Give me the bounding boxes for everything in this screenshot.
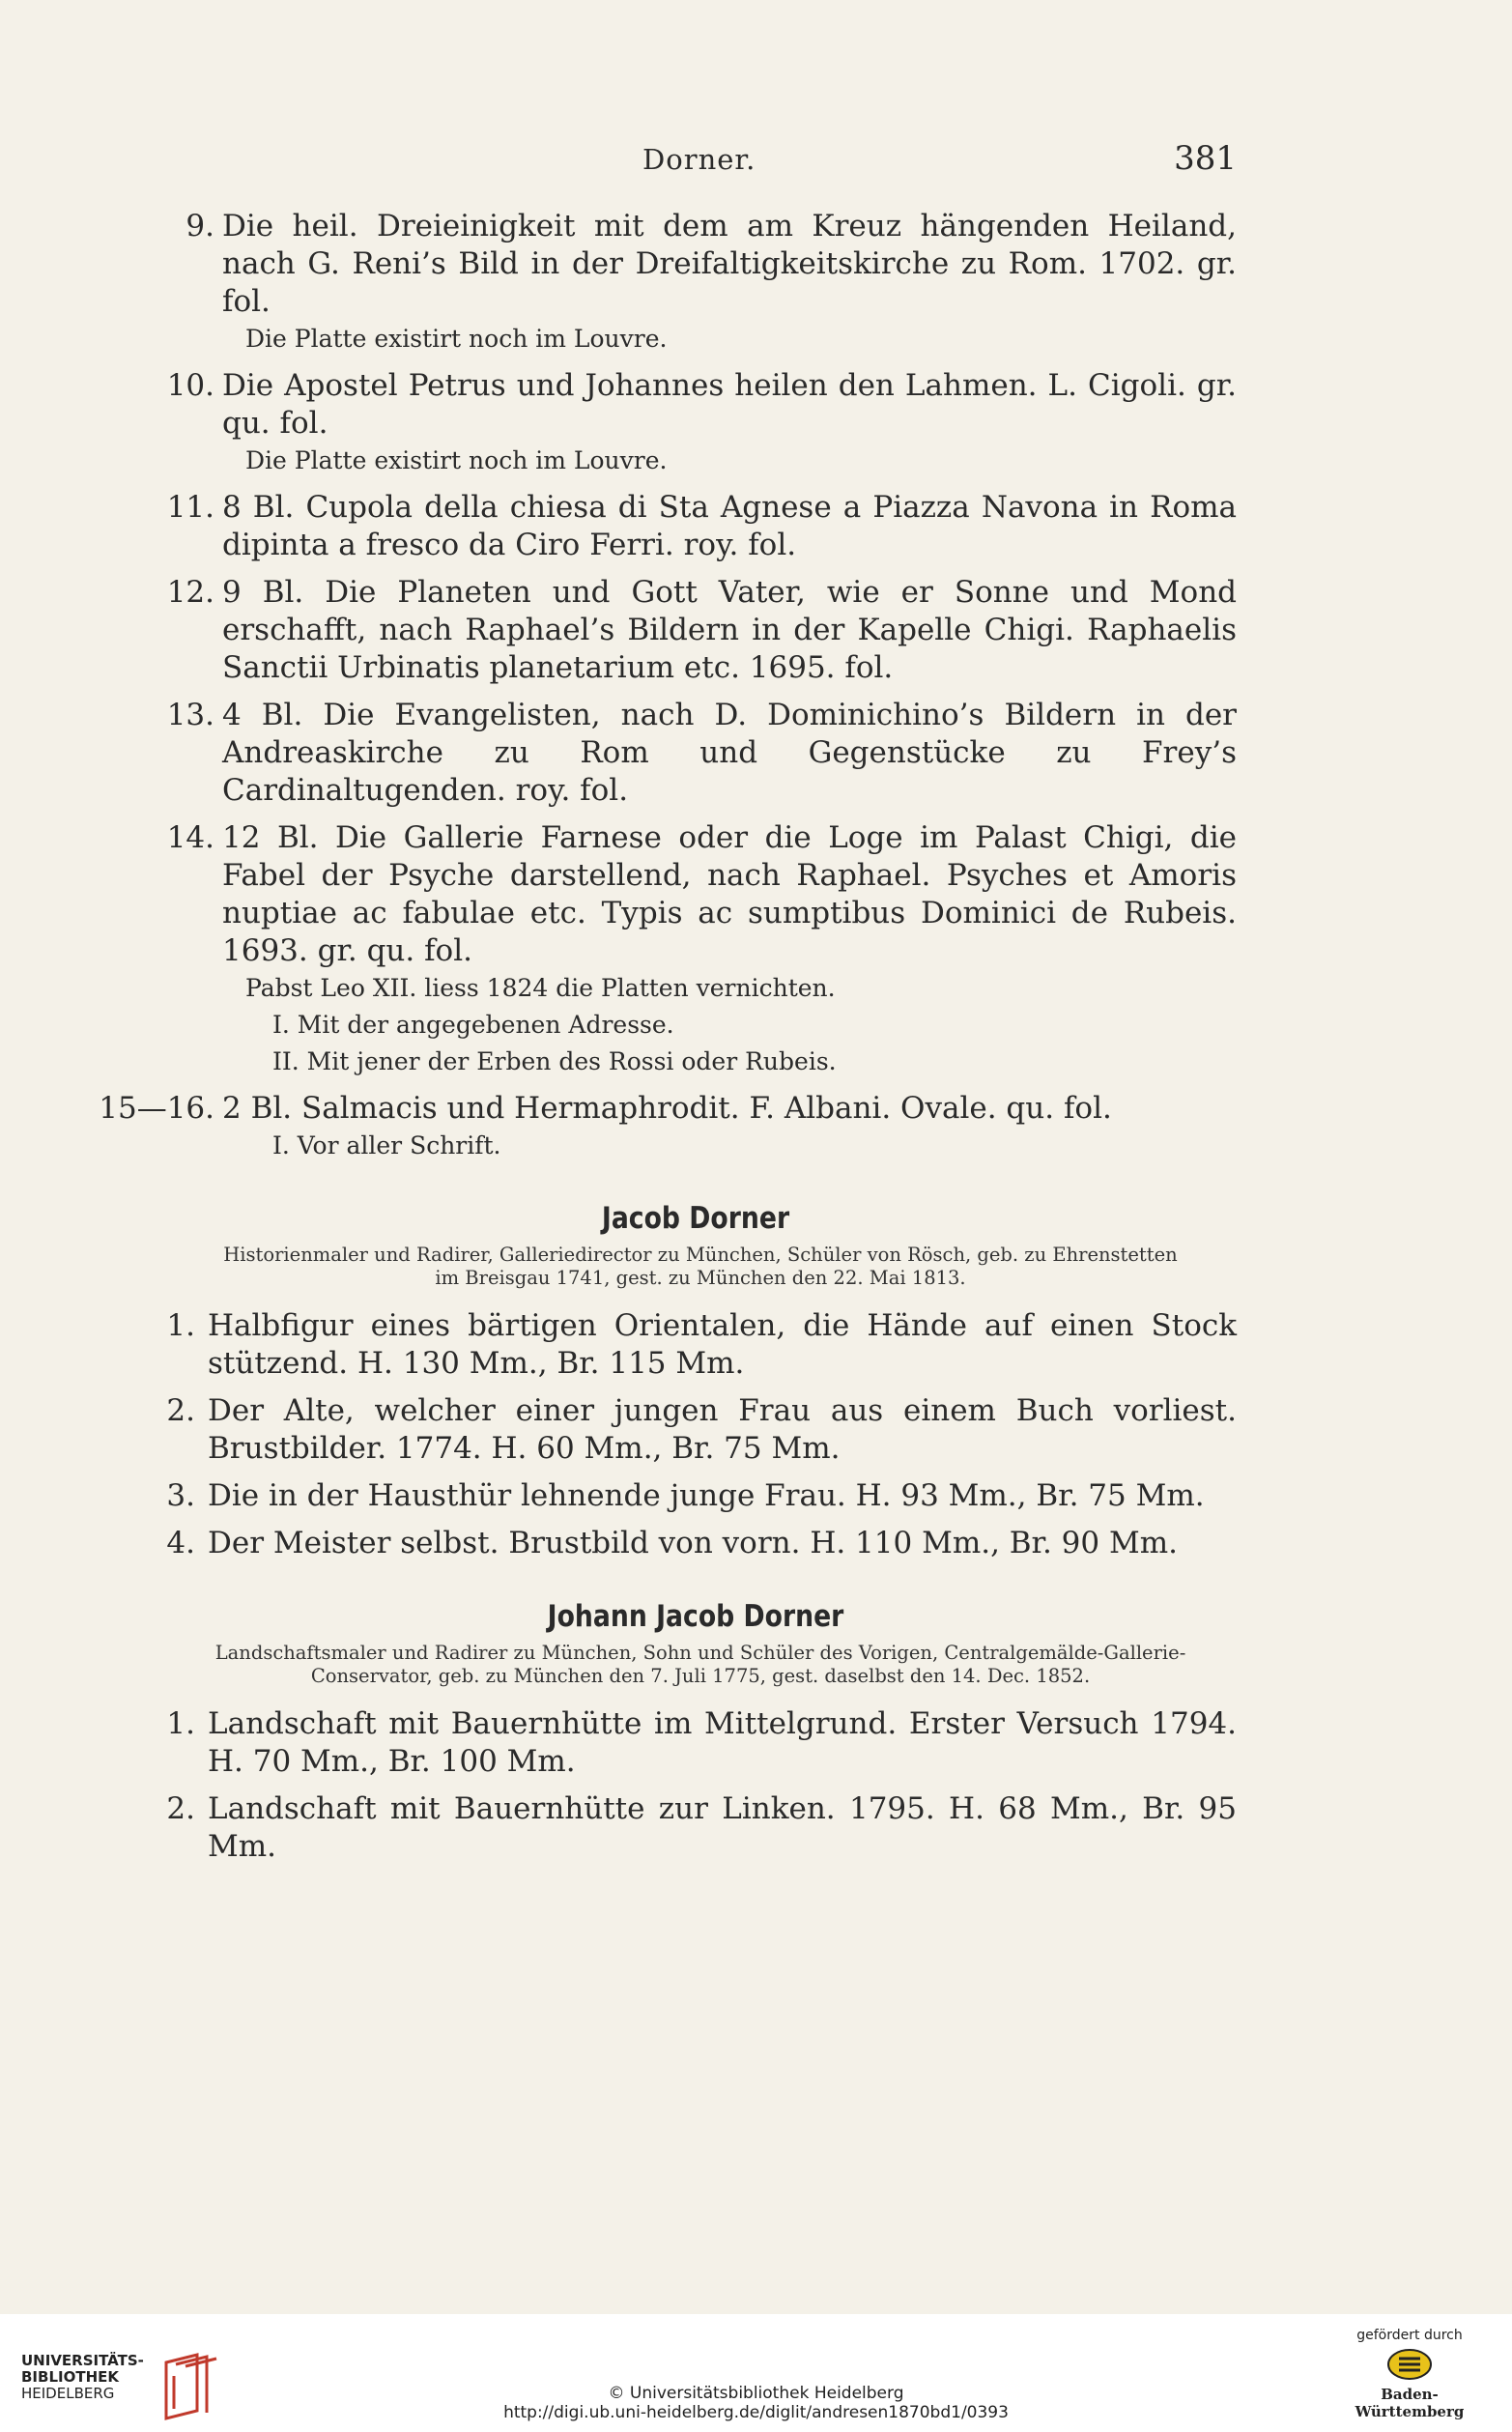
artist-entry (155, 1477, 1237, 1515)
entry-number: 2. (166, 1393, 195, 1428)
artist-bio: Historienmaler und Radirer, Galleriedirector zu München, Schüler von Rösch, geb. zu Ehrenstetten im Breisgau 1741, gest. zu München den 22. Mai 1813. (223, 1244, 1178, 1289)
entry-number: 15—16. (99, 1091, 214, 1126)
entry-10 (155, 367, 1237, 479)
entry-13 (155, 697, 1237, 810)
entry-text: 4 Bl. Die Evangelisten, nach D. Dominichino’s Bildern in der Andreaskirche zu Rom und Gegenstücke zu Frey’s Cardinaltugenden. roy. fol. (222, 698, 1237, 808)
entry-number: 9. (185, 209, 214, 243)
entry-number: 1. (166, 1308, 195, 1343)
entry-15-16 (99, 1090, 1237, 1164)
artist-heading: Jacob Dorner (601, 1201, 790, 1236)
digitization-footer (0, 2314, 1512, 2432)
coat-of-arms-icon (1385, 2347, 1434, 2382)
entry-number: 10. (166, 368, 214, 403)
entry-text: Der Alte, welcher einer jungen Frau aus einem Buch vorliest. Brustbilder. 1774. H. 60 Mm., Br. 75 Mm. (208, 1393, 1237, 1466)
library-name-line2: BIBLIOTHEK (21, 2368, 119, 2386)
library-name-line3: HEIDELBERG (21, 2385, 115, 2402)
sponsor-name: Baden-Württemberg (1355, 2386, 1465, 2420)
copyright-text: © Universitätsbibliothek Heidelberg (608, 2384, 904, 2403)
entry-note: Pabst Leo XII. liess 1824 die Platten vernichten. (245, 974, 836, 1002)
entry-14 (155, 819, 1237, 1080)
book-page (99, 135, 1237, 2290)
entry-text: 8 Bl. Cupola della chiesa di Sta Agnese a Piazza Navona in Roma dipinta a fresco da Ciro Ferri. roy. fol. (222, 490, 1237, 562)
entry-11 (155, 489, 1237, 564)
running-head (155, 135, 1237, 193)
entry-number: 13. (166, 698, 214, 732)
entry-number: 3. (166, 1478, 195, 1513)
entry-text: Die heil. Dreieinigkeit mit dem am Kreuz hängenden Heiland, nach G. Reni’s Bild in der Dreifaltigkeitskirche zu Rom. 1702. gr. fol. (222, 209, 1237, 319)
entry-number: 1. (166, 1706, 195, 1741)
copyright-block (0, 2384, 1512, 2422)
artist-heading: Johann Jacob Dorner (547, 1599, 844, 1634)
entry-note: Die Platte existirt noch im Louvre. (245, 325, 668, 353)
entry-number: 14. (166, 820, 214, 855)
running-title: Dorner. (642, 143, 756, 176)
artist-entry (155, 1307, 1237, 1383)
entry-text: Der Meister selbst. Brustbild von vorn. H. 110 Mm., Br. 90 Mm. (208, 1526, 1178, 1560)
sponsor-label: gefördert durch (1356, 2328, 1463, 2343)
entry-number: 2. (166, 1791, 195, 1826)
artist-entry (155, 1705, 1237, 1781)
entry-number: 4. (166, 1526, 195, 1560)
permalink[interactable]: http://digi.ub.uni-heidelberg.de/diglit/andresen1870bd1/0393 (503, 2403, 1009, 2422)
catalogue-entries (99, 208, 1237, 1875)
entry-text: Die in der Hausthür lehnende junge Frau. H. 93 Mm., Br. 75 Mm. (208, 1478, 1205, 1513)
artist-entry (155, 1525, 1237, 1562)
artist-entry (155, 1392, 1237, 1468)
sponsor-block (1332, 2328, 1487, 2420)
entry-note: II. Mit jener der Erben des Rossi oder Rubeis. (272, 1047, 837, 1075)
entry-number: 12. (166, 575, 214, 610)
entry-text: Die Apostel Petrus und Johannes heilen den Lahmen. L. Cigoli. gr. qu. fol. (222, 368, 1237, 441)
entry-text: Landschaft mit Bauernhütte im Mittelgrund. Erster Versuch 1794. H. 70 Mm., Br. 100 Mm. (208, 1706, 1237, 1779)
entry-text: Landschaft mit Bauernhütte zur Linken. 1795. H. 68 Mm., Br. 95 Mm. (208, 1791, 1237, 1864)
entry-note: Die Platte existirt noch im Louvre. (245, 446, 668, 474)
library-name-line1: UNIVERSITÄTS- (21, 2352, 144, 2369)
entry-note: I. Vor aller Schrift. (272, 1131, 501, 1159)
page-number: 381 (1174, 139, 1237, 178)
artist-bio: Landschaftsmaler und Radirer zu München, Sohn und Schüler des Vorigen, Centralgemälde-Gallerie-Conservator, geb. zu München den 7. Juli 1775, gest. daselbst den 14. Dec. 1852. (214, 1642, 1186, 1687)
artist-entry (155, 1790, 1237, 1866)
entry-9 (155, 208, 1237, 358)
entry-text: Halbfigur eines bärtigen Orientalen, die Hände auf einen Stock stützend. H. 130 Mm., Br. 115 Mm. (208, 1308, 1237, 1381)
entry-number: 11. (166, 490, 214, 525)
entry-note: I. Mit der angegebenen Adresse. (272, 1011, 674, 1039)
entry-12 (155, 574, 1237, 687)
entry-text: 2 Bl. Salmacis und Hermaphrodit. F. Albani. Ovale. qu. fol. (222, 1091, 1112, 1126)
entry-text: 12 Bl. Die Gallerie Farnese oder die Loge im Palast Chigi, die Fabel der Psyche darstellend, nach Raphael. Psyches et Amoris nuptiae ac fabulae etc. Typis ac sumptibus Dominici de Rubeis. 1693. gr. qu. fol. (222, 820, 1237, 968)
entry-text: 9 Bl. Die Planeten und Gott Vater, wie er Sonne und Mond erschafft, nach Raphael’s Bildern in der Kapelle Chigi. Raphaelis Sanctii Urbinatis planetarium etc. 1695. fol. (222, 575, 1237, 685)
